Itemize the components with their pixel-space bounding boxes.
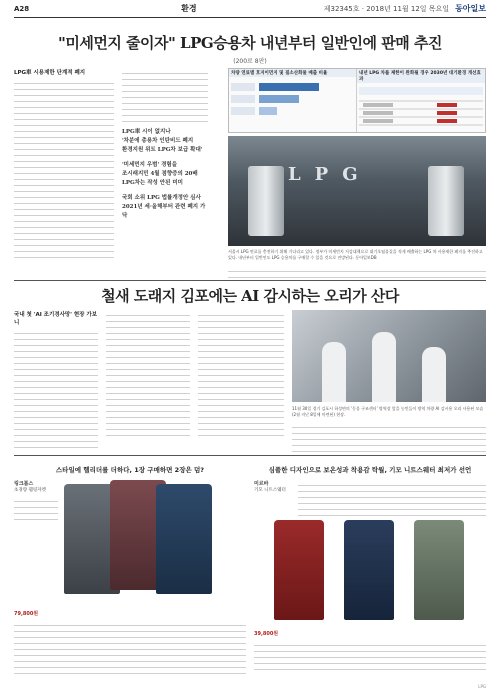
pull-quote-8: 2021년 세·올해부터 관련 폐지 가닥 — [122, 204, 206, 219]
text-lines — [198, 310, 284, 436]
text-lines — [254, 640, 486, 670]
sweater-image — [414, 520, 464, 620]
section-name: 환경 — [181, 4, 197, 13]
paper-brand: 동아일보 — [455, 4, 486, 13]
person-figure — [322, 342, 346, 402]
text-lines — [106, 310, 190, 436]
ad-brand: 미르바 — [254, 481, 269, 487]
pull-quote-7: 국회 소위 LPG 법률개정안 심사 — [122, 195, 201, 201]
bar-graphic-left — [229, 77, 357, 127]
ad-price: 39,800원 — [254, 631, 279, 637]
pull-quote-4: '미세먼지 우범' 경험을 — [122, 162, 178, 168]
pull-quote-5: 조시래지민 4월 점향증의 20배 — [122, 171, 198, 177]
lpg-sign: LPG — [288, 164, 372, 185]
jacket-images — [58, 480, 246, 610]
text-lines — [228, 266, 486, 278]
text-lines — [292, 422, 486, 452]
text-lines — [298, 480, 486, 516]
article1-caption-wrap — [228, 249, 486, 261]
ad-subtitle: 초경량 웰링자켓 — [14, 488, 46, 493]
ad-title: 심플한 디자인으로 보온성과 착용감 탁월, 기모 니트스웨터 최저가 선언 — [268, 466, 472, 474]
lpg-station-photo — [228, 136, 486, 246]
article2-headline: 철새 도래지 김포에는 AI 감시하는 오리가 산다 — [101, 287, 399, 305]
section-divider — [14, 280, 486, 281]
person-figure — [422, 347, 446, 402]
ad-left[interactable] — [14, 460, 246, 682]
pull-quote-1: LPG車 시이 없지나 — [122, 129, 171, 135]
text-lines — [14, 78, 114, 258]
tank-image — [248, 166, 284, 236]
person-figure — [372, 332, 396, 402]
photo-caption: 11월 30일 경기 김포시 하성면의 '동물 구조센터' 방역장 앞을 농민들이 방역 차량 AI 감시용 오리 사용된 모습(2월 지난 8일에 마련된) 현장. — [292, 406, 484, 417]
photo-caption: 서울시 LPG 연료를 충전하기 위해 기다리고 있다. 정부가 미세먼지 저감대책으로 대기오염물질을 적게 배출하는 LPG 차 사용제한 폐지를 추진하고 있다. 내년부터 일반인도 LPG 승용차를 구매할 수 있을 것으로 전망된다. 동아일보DB — [228, 249, 483, 260]
info-graphic — [228, 68, 486, 133]
article1-col1 — [14, 68, 114, 258]
masthead — [14, 0, 486, 18]
ad-title: 스타일에 헬리더를 더하다, 1장 구매하면 2장은 덤? — [55, 466, 205, 474]
jacket-image — [156, 484, 212, 594]
page-footer: LPG — [478, 684, 486, 689]
pull-quote-2: '차분에 총용차 인탄비드 폐지 — [122, 138, 194, 144]
article1-headline: "미세먼지 줄이자" LPG승용차 내년부터 일반인에 판매 추진 — [58, 34, 442, 52]
graphic-title-left: 차량 연료별 호지이먼지 및 질소산화물 배출 비율 — [229, 69, 356, 77]
pull-quote-3: 환경지원 위트 LPG차 보급 확대' — [122, 147, 203, 153]
page-number: A28 — [14, 4, 30, 13]
tank-image — [428, 166, 464, 236]
disinfection-photo — [292, 310, 486, 402]
article1-subhead: LPG車 시용제한 단계적 폐지 — [14, 70, 86, 76]
article1-byline: (200료 8판) — [233, 58, 267, 65]
ad-subtitle: 기모 니트스웨터 — [254, 488, 286, 493]
ad-brand: 링크봄스 — [14, 481, 34, 487]
text-lines — [14, 496, 58, 520]
section-divider — [14, 455, 486, 456]
table-graphic-right — [357, 83, 485, 133]
pull-quote-6: LPG차는 작성 안된 미미 — [122, 180, 183, 186]
sweater-image — [344, 520, 394, 620]
sweater-image — [274, 520, 324, 620]
article1-body — [14, 68, 486, 278]
issue-date: 제32345호 · 2018년 11월 12일 목요일 — [323, 4, 450, 13]
graphic-title-right: 내년 LPG 차를 제한이 완화될 경우 2030년 대기환경 개선효과 — [357, 69, 485, 83]
text-lines — [14, 620, 246, 674]
article2-body — [14, 310, 486, 450]
ad-price: 79,800원 — [14, 611, 39, 617]
article2-subhead: 국내 첫 'AI 조기경사망' 현장 가보니 — [14, 312, 98, 326]
ad-right[interactable] — [254, 460, 486, 682]
advertisement-band — [14, 460, 486, 682]
pull-quote-box — [122, 68, 208, 221]
article1-col-bottom — [228, 266, 486, 278]
text-lines — [122, 68, 208, 122]
sweater-images — [254, 520, 486, 630]
text-lines — [14, 328, 98, 448]
